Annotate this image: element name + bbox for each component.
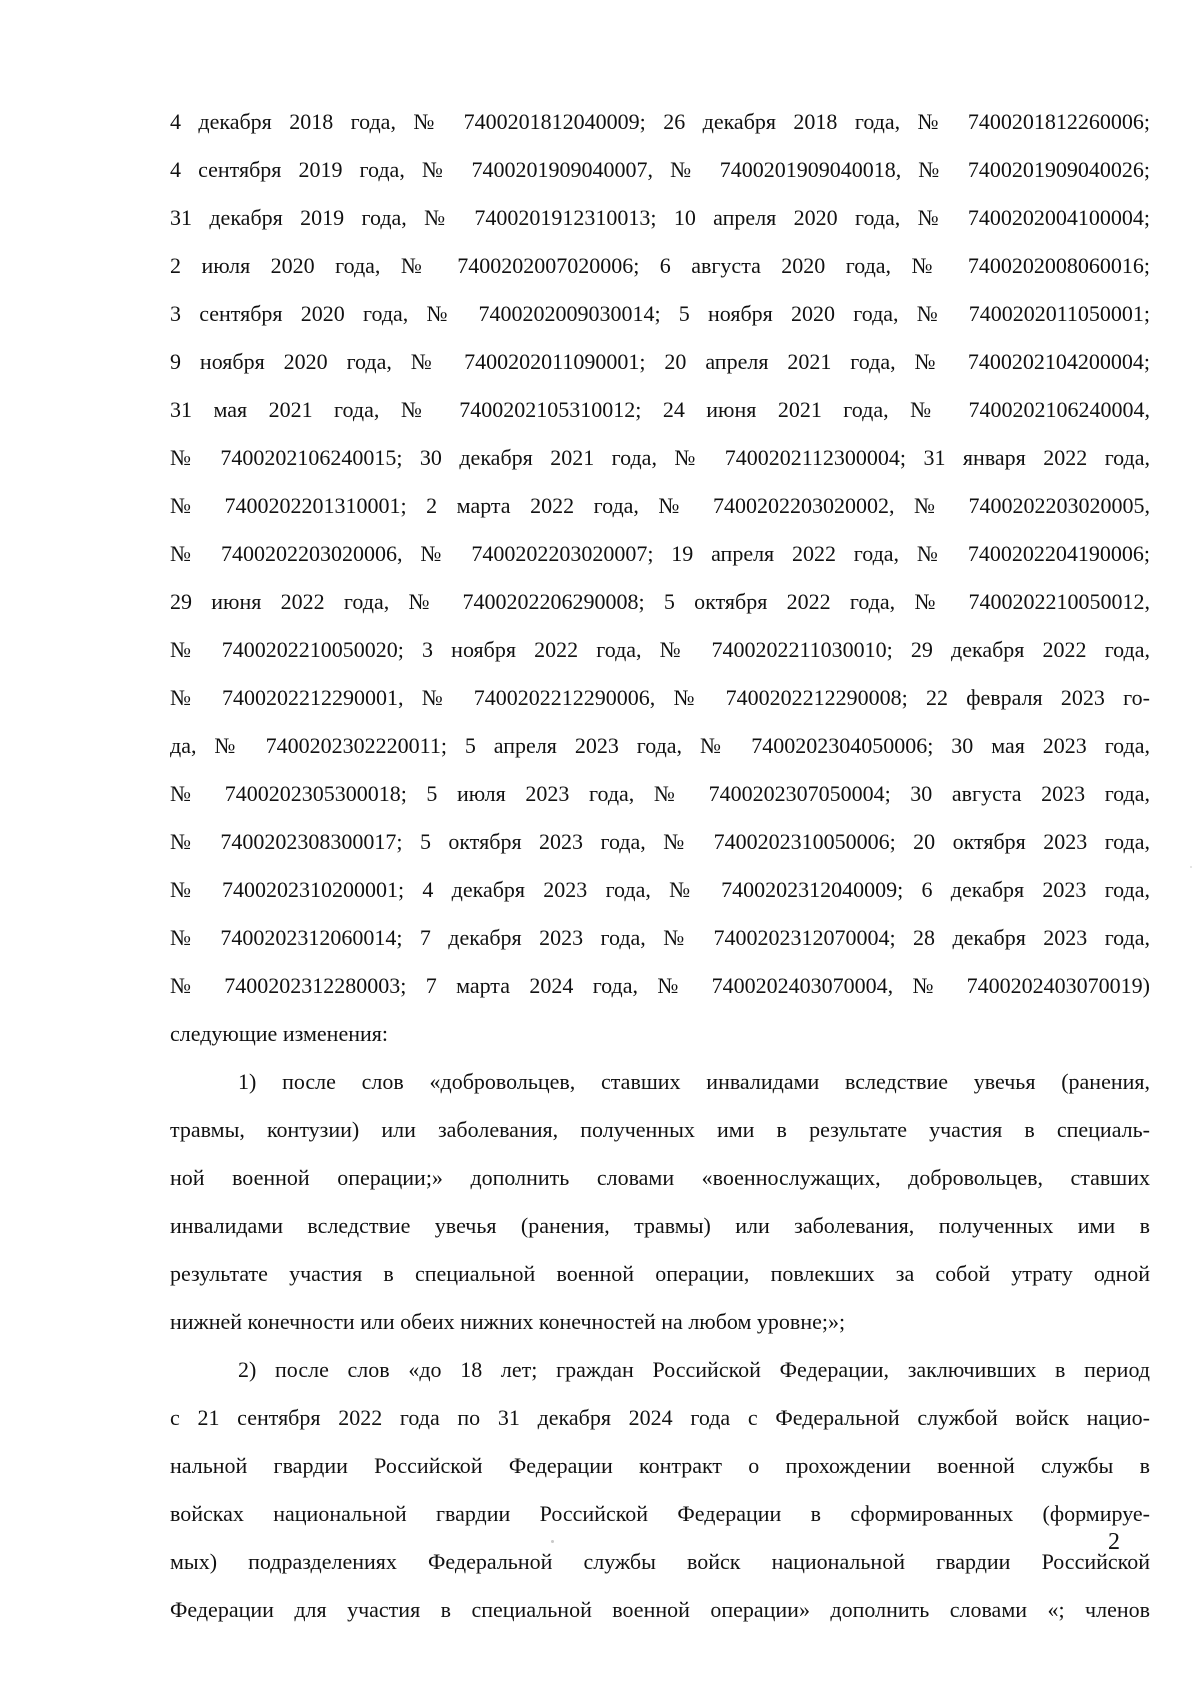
- text-line: № 7400202210050020; 3 ноября 2022 года, № 7400202211030010; 29 декабря 2022 года,: [170, 637, 1150, 662]
- text-line: № 7400202308300017; 5 октября 2023 года, № 7400202310050006; 20 октября 2023 года,: [170, 829, 1150, 854]
- text-line: результате участия в специальной военной операции, повлекших за собой утрату одной: [170, 1261, 1150, 1286]
- text-line: 3 сентября 2020 года, № 7400202009030014; 5 ноября 2020 года, № 7400202011050001;: [170, 301, 1150, 326]
- text-line: нальной гвардии Российской Федерации контракт о прохождении военной службы в: [170, 1453, 1150, 1478]
- text-line: Федерации для участия в специальной военной операции» дополнить словами «; членов: [170, 1597, 1150, 1622]
- text-line: инвалидами вследствие увечья (ранения, травмы) или заболевания, полученных ими в: [170, 1213, 1150, 1238]
- list-item-2-line: 2) после слов «до 18 лет; граждан Российской Федерации, заключивших в период: [238, 1357, 1150, 1382]
- text-line: № 7400202201310001; 2 марта 2022 года, № 7400202203020002, № 7400202203020005,: [170, 493, 1150, 518]
- text-line: 9 ноября 2020 года, № 7400202011090001; 20 апреля 2021 года, № 7400202104200004;: [170, 349, 1150, 374]
- text-line: войсках национальной гвардии Российской Федерации в сформированных (формируе-: [170, 1501, 1150, 1526]
- text-line: да, № 7400202302220011; 5 апреля 2023 года, № 7400202304050006; 30 мая 2023 года,: [170, 733, 1150, 758]
- text-line: № 7400202310200001; 4 декабря 2023 года, № 7400202312040009; 6 декабря 2023 года,: [170, 877, 1150, 902]
- text-line: нижней конечности или обеих нижних конечностей на любом уровне;»;: [170, 1309, 846, 1334]
- text-line: 4 сентября 2019 года, № 7400201909040007, № 7400201909040018, № 7400201909040026;: [170, 157, 1150, 182]
- list-item-1-line: 1) после слов «добровольцев, ставших инвалидами вследствие увечья (ранения,: [238, 1069, 1150, 1094]
- text-line: ной военной операции;» дополнить словами «военнослужащих, добровольцев, ставших: [170, 1165, 1150, 1190]
- text-line: № 7400202106240015; 30 декабря 2021 года, № 7400202112300004; 31 января 2022 года,: [170, 445, 1150, 470]
- text-line: 2 июля 2020 года, № 7400202007020006; 6 августа 2020 года, № 7400202008060016;: [170, 253, 1150, 278]
- scan-artifact: [1190, 866, 1192, 868]
- text-line: 4 декабря 2018 года, № 7400201812040009; 26 декабря 2018 года, № 7400201812260006;: [170, 109, 1150, 134]
- page-number: 2: [1108, 1529, 1120, 1555]
- text-line: № 7400202305300018; 5 июля 2023 года, № 7400202307050004; 30 августа 2023 года,: [170, 781, 1150, 806]
- text-line: № 7400202203020006, № 7400202203020007; 19 апреля 2022 года, № 7400202204190006;: [170, 541, 1150, 566]
- text-line: 31 мая 2021 года, № 7400202105310012; 24 июня 2021 года, № 7400202106240004,: [170, 397, 1150, 422]
- text-line: следующие изменения:: [170, 1021, 388, 1046]
- text-line: мых) подразделениях Федеральной службы войск национальной гвардии Российской: [170, 1549, 1150, 1574]
- text-line: травмы, контузии) или заболевания, полученных ими в результате участия в специаль-: [170, 1117, 1150, 1142]
- text-line: № 7400202312060014; 7 декабря 2023 года, № 7400202312070004; 28 декабря 2023 года,: [170, 925, 1150, 950]
- text-line: № 7400202312280003; 7 марта 2024 года, № 7400202403070004, № 7400202403070019): [170, 973, 1150, 998]
- document-body: [170, 98, 1150, 1634]
- text-line: с 21 сентября 2022 года по 31 декабря 2024 года с Федеральной службой войск нацио-: [170, 1405, 1150, 1430]
- text-line: 29 июня 2022 года, № 7400202206290008; 5 октября 2022 года, № 7400202210050012,: [170, 589, 1150, 614]
- text-line: 31 декабря 2019 года, № 7400201912310013; 10 апреля 2020 года, № 7400202004100004;: [170, 205, 1150, 230]
- text-line: № 7400202212290001, № 7400202212290006, № 7400202212290008; 22 февраля 2023 го-: [170, 685, 1150, 710]
- scan-artifact: [551, 1540, 554, 1543]
